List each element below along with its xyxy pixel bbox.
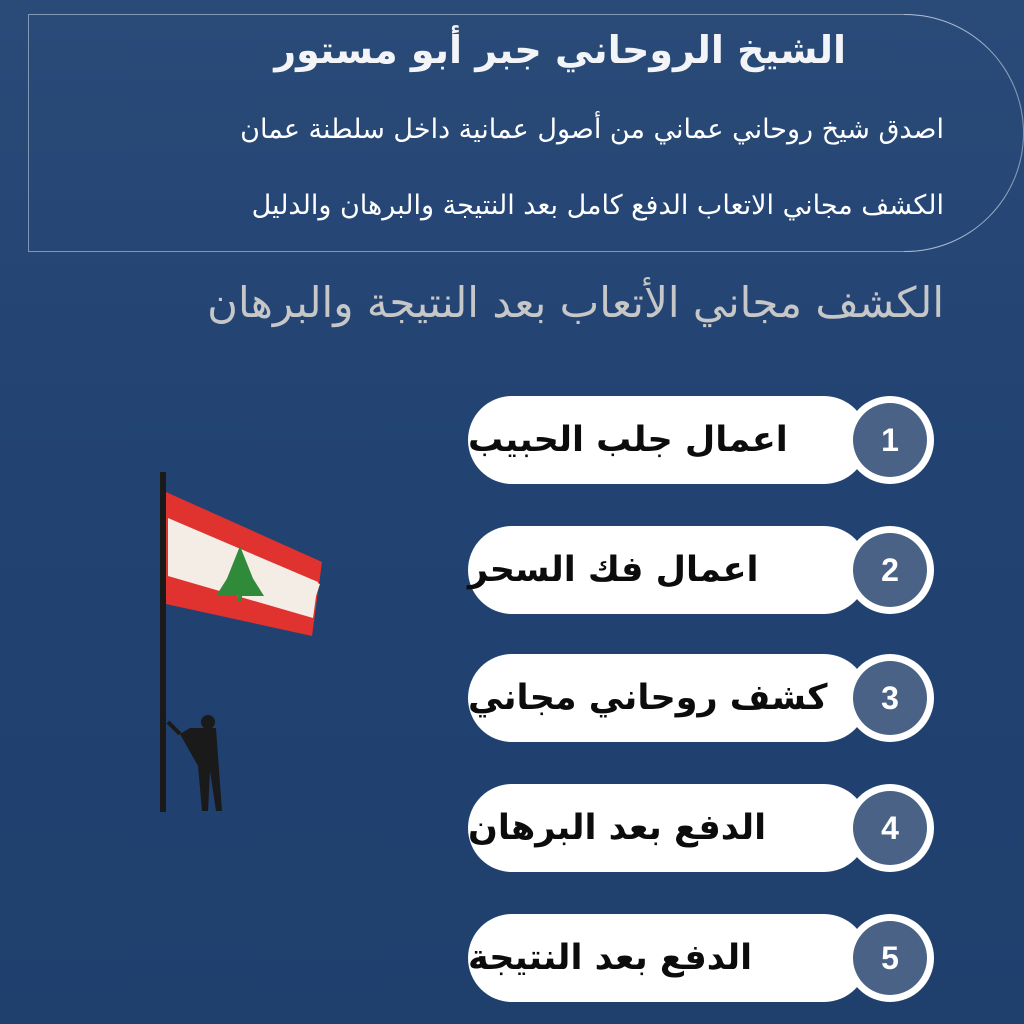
list-item [468,914,948,1002]
item-pill [468,654,868,742]
item-label: اعمال فك السحر [468,550,759,590]
item-number: 1 [853,403,927,477]
list-item [468,526,948,614]
item-pill [468,396,868,484]
item-number: 5 [853,921,927,995]
item-number: 3 [853,661,927,735]
list-item [468,784,948,872]
item-label: الدفع بعد النتيجة [468,938,753,978]
page-title: الشيخ الروحاني جبر أبو مستور [274,28,846,72]
item-number-badge [846,654,934,742]
list-item [468,654,948,742]
subtitle: الكشف مجاني الأتعاب بعد النتيجة والبرهان [207,278,944,327]
item-pill [468,784,868,872]
list-item [468,396,948,484]
item-pill [468,914,868,1002]
item-number-badge [846,784,934,872]
header-line-2: الكشف مجاني الاتعاب الدفع كامل بعد النتيجة والبرهان والدليل [251,190,944,221]
header-line-1: اصدق شيخ روحاني عماني من أصول عمانية داخل سلطنة عمان [240,114,944,145]
item-number: 2 [853,533,927,607]
item-pill [468,526,868,614]
item-number-badge [846,396,934,484]
item-number: 4 [853,791,927,865]
item-number-badge [846,526,934,614]
item-label: كشف روحاني مجاني [468,678,828,718]
item-number-badge [846,914,934,1002]
item-label: اعمال جلب الحبيب [468,420,788,460]
item-label: الدفع بعد البرهان [468,808,767,848]
lebanon-flag-icon [150,466,340,826]
